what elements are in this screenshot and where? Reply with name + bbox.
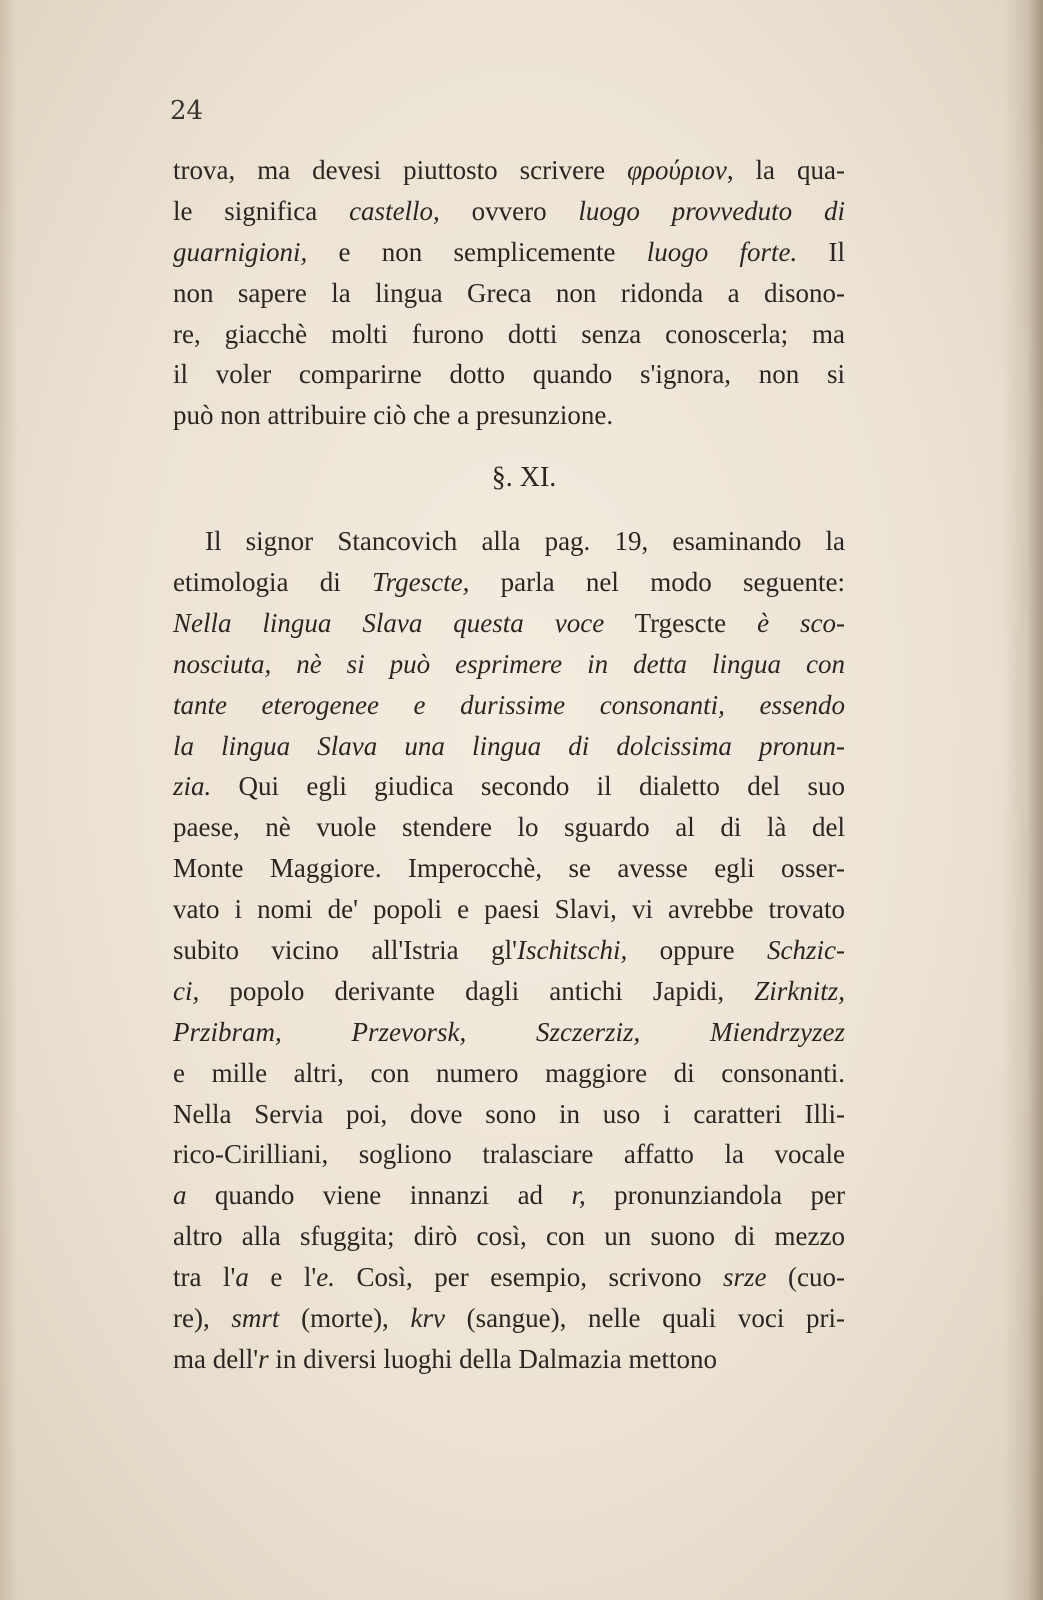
text-run: parla nel modo seguente: xyxy=(469,567,845,598)
italic-run: tante eterogenee e durissime consonanti, essendo xyxy=(173,689,845,720)
text-line xyxy=(173,1175,845,1216)
text-line xyxy=(173,354,845,395)
italic-run: ci, xyxy=(173,975,200,1006)
text-line xyxy=(173,848,845,889)
text-line xyxy=(173,889,845,930)
section-heading: §. XI. xyxy=(491,462,557,494)
text-line xyxy=(173,273,845,314)
text-line xyxy=(173,150,845,191)
italic-run: zia. xyxy=(173,771,212,802)
italic-run: Przibram, Przevorsk, Szczerziz, Miendrzyzez xyxy=(173,1016,845,1047)
text-run: Qui egli giudica secondo il dialetto del suo xyxy=(211,771,845,802)
text-line xyxy=(173,1012,845,1053)
text-line xyxy=(173,644,845,685)
text-run: re, giacchè molti furono dotti senza conoscerla; ma xyxy=(173,318,845,349)
italic-run: Schzic- xyxy=(767,935,845,966)
text-line xyxy=(173,395,845,436)
text-run: popolo derivante dagli antichi Japidi, xyxy=(199,975,755,1006)
text-line xyxy=(173,521,845,562)
italic-run: r, xyxy=(571,1180,586,1211)
text-run: rico-Cirilliani, sogliono tralasciare affatto la vocale xyxy=(173,1139,845,1170)
text-line xyxy=(173,726,845,767)
text-run: etimologia di xyxy=(173,567,373,598)
italic-run: è sco- xyxy=(757,607,845,638)
text-run: il voler comparirne dotto quando s'ignora, non si xyxy=(173,359,845,390)
italic-run: nosciuta, nè si può esprimere in detta lingua con xyxy=(173,648,845,679)
text-run: altro alla sfuggita; dirò così, con un suono di mezzo xyxy=(173,1221,845,1252)
paragraph-2 xyxy=(173,521,845,1380)
text-run: (morte), xyxy=(279,1303,411,1334)
italic-run: krv xyxy=(410,1303,445,1334)
italic-run: Nella lingua Slava questa voce xyxy=(173,607,605,638)
text-line xyxy=(173,314,845,355)
text-run: oppure xyxy=(627,935,768,966)
text-line xyxy=(173,191,845,232)
text-run: Nella Servia poi, dove sono in uso i caratteri Illi- xyxy=(173,1098,845,1129)
text-run: pronunziandola per xyxy=(585,1180,845,1211)
text-run: subito vicino all'Istria gl' xyxy=(173,935,517,966)
italic-run: e. xyxy=(316,1262,335,1293)
text-run: ma dell' xyxy=(173,1343,259,1374)
text-run: tra l' xyxy=(173,1262,236,1293)
text-run: Il xyxy=(797,236,846,267)
text-line xyxy=(173,1298,845,1339)
text-run: le significa xyxy=(173,195,350,226)
text-run: paese, nè vuole stendere lo sguardo al di là del xyxy=(173,812,845,843)
text-line xyxy=(173,1094,845,1135)
text-run: Così, per esempio, scrivono xyxy=(334,1262,723,1293)
italic-run: guarnigioni, xyxy=(173,236,308,267)
italic-run: Trgescte, xyxy=(372,567,470,598)
italic-run: luogo provveduto di xyxy=(578,195,845,226)
italic-run: castello, xyxy=(349,195,440,226)
italic-run: srze xyxy=(722,1262,767,1293)
body-text xyxy=(173,150,845,1380)
italic-run: φρούριον xyxy=(627,155,727,185)
text-run: vato i nomi de' popoli e paesi Slavi, vi avrebbe trovato xyxy=(173,894,845,925)
text-run: può non attribuire ciò che a presunzione. xyxy=(173,400,614,431)
text-run: e mille altri, con numero maggiore di consonanti. xyxy=(173,1057,845,1088)
text-line xyxy=(173,232,845,273)
text-line xyxy=(173,971,845,1012)
text-line xyxy=(173,1339,845,1380)
italic-run: a xyxy=(235,1262,249,1293)
text-run: non sapere la lingua Greca non ridonda a disono- xyxy=(173,277,845,308)
italic-run: Ischitschi, xyxy=(516,935,628,966)
text-run: (cuo- xyxy=(766,1262,845,1293)
text-line xyxy=(173,930,845,971)
text-line xyxy=(173,766,845,807)
italic-run: luogo forte. xyxy=(646,236,798,267)
text-run: in diversi luoghi della Dalmazia mettono xyxy=(268,1343,717,1374)
italic-run: la lingua Slava una lingua di dolcissima pronun- xyxy=(173,730,845,761)
text-line xyxy=(173,807,845,848)
text-run: ovvero xyxy=(439,195,579,226)
italic-run: r xyxy=(258,1343,269,1374)
text-run: e l' xyxy=(248,1262,317,1293)
text-line xyxy=(173,1216,845,1257)
text-run: trova, ma devesi piuttosto scrivere xyxy=(173,155,628,185)
page-number: 24 xyxy=(170,96,204,126)
text-run: Monte Maggiore. Imperocchè, se avesse egli osser- xyxy=(173,853,845,884)
text-run: Il signor Stancovich alla pag. 19, esaminando la xyxy=(205,526,845,557)
text-run: re), xyxy=(173,1303,232,1334)
text-run: quando viene innanzi ad xyxy=(186,1180,572,1211)
page-right-shadow xyxy=(1003,0,1043,1600)
text-run: (sangue), nelle quali voci pri- xyxy=(444,1303,846,1334)
text-run: , la qua- xyxy=(726,155,845,185)
text-line xyxy=(173,685,845,726)
text-line xyxy=(173,1257,845,1298)
paragraph-1 xyxy=(173,150,845,436)
italic-run: smrt xyxy=(231,1303,280,1334)
text-line xyxy=(173,562,845,603)
text-line xyxy=(173,1134,845,1175)
text-run: Trgescte xyxy=(604,607,758,638)
text-line xyxy=(173,1053,845,1094)
text-line xyxy=(173,603,845,644)
page-left-shadow xyxy=(0,0,18,1600)
text-run: e non semplicemente xyxy=(307,236,647,267)
italic-run: Zirknitz, xyxy=(754,975,845,1006)
italic-run: a xyxy=(173,1180,187,1211)
